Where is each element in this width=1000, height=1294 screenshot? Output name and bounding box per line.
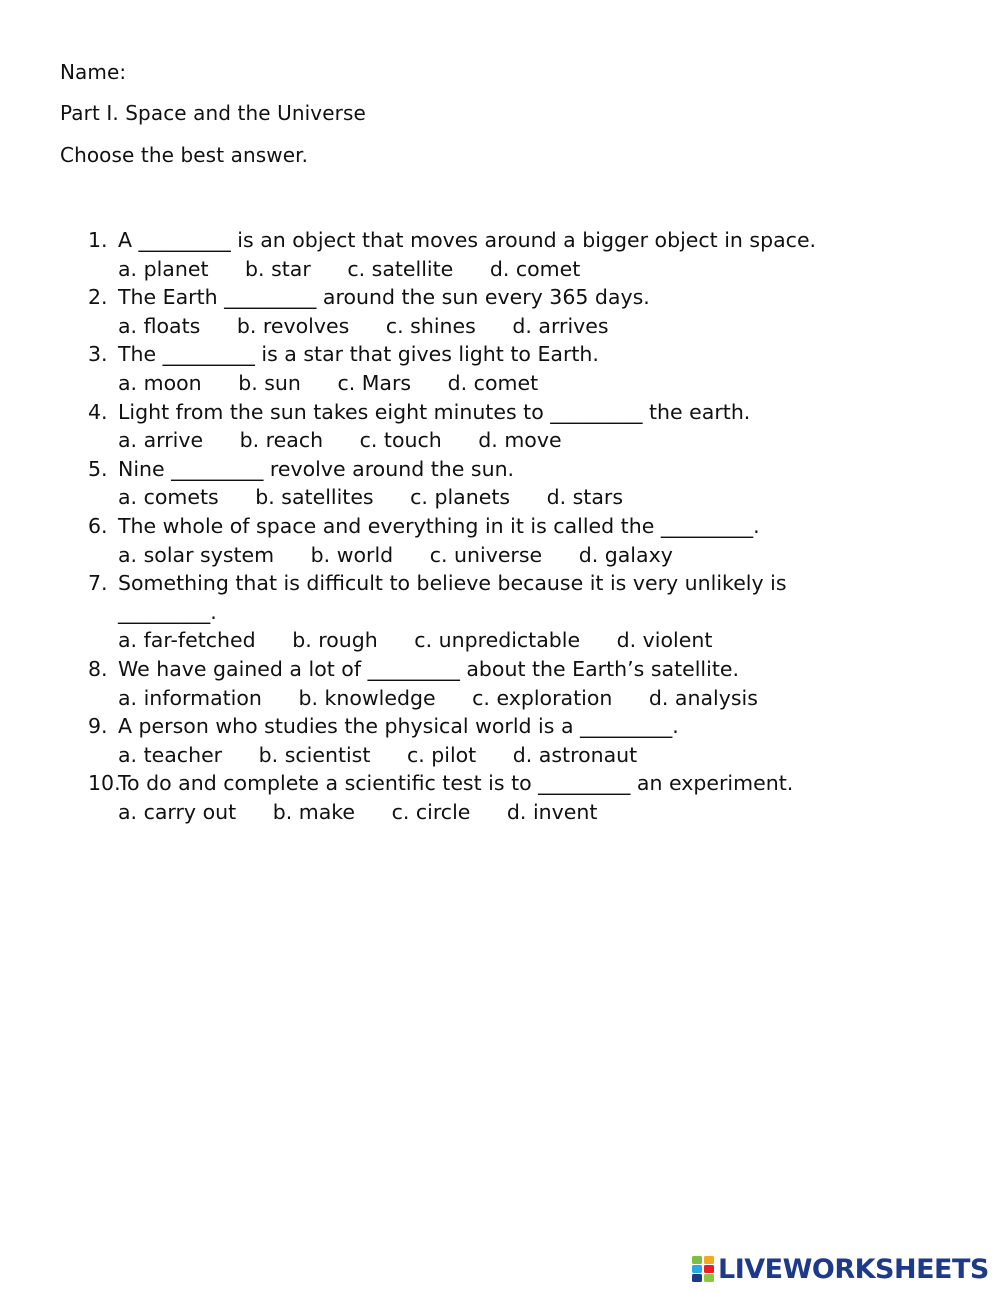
option-b[interactable]: b. sun bbox=[238, 370, 301, 395]
question-8 bbox=[88, 655, 968, 712]
option-a[interactable]: a. information bbox=[118, 685, 262, 710]
option-b[interactable]: b. make bbox=[272, 799, 356, 824]
question-text: A _________ is an object that moves around a bigger object in space. bbox=[118, 228, 817, 252]
option-c[interactable]: c. planets bbox=[410, 485, 511, 510]
logo-text: LIVEWORKSHEETS bbox=[718, 1253, 989, 1285]
question-9 bbox=[88, 712, 968, 769]
option-d[interactable]: d. comet bbox=[489, 256, 581, 281]
option-b[interactable]: b. revolves bbox=[236, 313, 350, 338]
question-text: To do and complete a scientific test is to _________ an experiment. bbox=[118, 771, 794, 796]
option-d[interactable]: d. invent bbox=[506, 799, 598, 824]
answer-options bbox=[88, 426, 968, 455]
option-b[interactable]: b. world bbox=[310, 542, 394, 567]
option-c[interactable]: c. touch bbox=[359, 428, 442, 453]
question-text: A person who studies the physical world is a _________. bbox=[118, 714, 679, 739]
answer-options bbox=[88, 483, 968, 512]
question-text: The whole of space and everything in it is called the _________. bbox=[118, 513, 760, 538]
question-number: 10. bbox=[88, 771, 121, 796]
answer-options bbox=[88, 369, 968, 398]
answer-options bbox=[88, 312, 968, 341]
question-4 bbox=[88, 398, 968, 455]
question-number: 4. bbox=[88, 399, 108, 424]
question-5 bbox=[88, 455, 968, 512]
option-a[interactable]: a. carry out bbox=[118, 799, 237, 824]
option-d[interactable]: d. move bbox=[478, 428, 562, 453]
question-1 bbox=[88, 226, 968, 283]
option-a[interactable]: a. solar system bbox=[118, 542, 275, 567]
question-number: 9. bbox=[88, 714, 108, 739]
question-number: 2. bbox=[88, 285, 108, 310]
part-title: Part I. Space and the Universe bbox=[60, 101, 366, 125]
option-a[interactable]: a. arrive bbox=[118, 428, 204, 453]
option-d[interactable]: d. analysis bbox=[648, 685, 758, 710]
option-c[interactable]: c. exploration bbox=[472, 685, 613, 710]
answer-options bbox=[88, 798, 968, 827]
answer-options bbox=[88, 626, 968, 655]
question-text: The Earth _________ around the sun every 365 days. bbox=[118, 285, 650, 310]
question-number: 1. bbox=[88, 228, 108, 252]
question-text: Light from the sun takes eight minutes to _________ the earth. bbox=[118, 399, 751, 424]
question-number: 5. bbox=[88, 456, 108, 481]
option-a[interactable]: a. far-fetched bbox=[118, 628, 256, 653]
question-text: The _________ is a star that gives light to Earth. bbox=[118, 342, 599, 367]
option-b[interactable]: b. rough bbox=[292, 628, 378, 653]
instructions: Choose the best answer. bbox=[60, 143, 309, 167]
option-d[interactable]: d. stars bbox=[546, 485, 624, 510]
option-b[interactable]: b. knowledge bbox=[298, 685, 436, 710]
option-c[interactable]: c. satellite bbox=[347, 256, 454, 281]
option-a[interactable]: a. planet bbox=[118, 256, 209, 281]
question-text: Nine _________ revolve around the sun. bbox=[118, 456, 515, 481]
option-b[interactable]: b. scientist bbox=[258, 742, 371, 767]
question-number: 6. bbox=[88, 513, 108, 538]
question-text-continuation: _________. bbox=[118, 599, 217, 624]
question-text: We have gained a lot of _________ about the Earth’s satellite. bbox=[118, 656, 739, 681]
option-c[interactable]: c. universe bbox=[429, 542, 543, 567]
option-d[interactable]: d. arrives bbox=[512, 313, 609, 338]
option-d[interactable]: d. galaxy bbox=[578, 542, 673, 567]
option-b[interactable]: b. reach bbox=[239, 428, 324, 453]
question-2 bbox=[88, 283, 968, 340]
question-list bbox=[88, 226, 968, 826]
answer-options bbox=[88, 541, 968, 570]
question-7 bbox=[88, 569, 968, 655]
option-a[interactable]: a. moon bbox=[118, 370, 202, 395]
option-b[interactable]: b. star bbox=[245, 256, 311, 281]
question-10 bbox=[88, 769, 968, 826]
answer-options bbox=[88, 255, 968, 284]
question-text: Something that is difficult to believe because it is very unlikely is bbox=[118, 571, 787, 596]
question-number: 7. bbox=[88, 571, 108, 596]
liveworksheets-logo bbox=[692, 1253, 989, 1285]
answer-options bbox=[88, 684, 968, 713]
option-d[interactable]: d. comet bbox=[447, 370, 539, 395]
question-6 bbox=[88, 512, 968, 569]
option-d[interactable]: d. astronaut bbox=[512, 742, 638, 767]
option-c[interactable]: c. pilot bbox=[406, 742, 477, 767]
option-a[interactable]: a. comets bbox=[118, 485, 219, 510]
option-b[interactable]: b. satellites bbox=[255, 485, 374, 510]
question-number: 8. bbox=[88, 656, 108, 681]
name-label: Name: bbox=[60, 60, 127, 84]
answer-options bbox=[88, 741, 968, 770]
option-d[interactable]: d. violent bbox=[616, 628, 713, 653]
option-c[interactable]: c. unpredictable bbox=[414, 628, 581, 653]
option-a[interactable]: a. floats bbox=[118, 313, 201, 338]
option-c[interactable]: c. circle bbox=[391, 799, 471, 824]
option-c[interactable]: c. shines bbox=[385, 313, 476, 338]
liveworksheets-logo-icon bbox=[692, 1256, 714, 1282]
question-number: 3. bbox=[88, 342, 108, 367]
option-a[interactable]: a. teacher bbox=[118, 742, 223, 767]
question-3 bbox=[88, 340, 968, 397]
option-c[interactable]: c. Mars bbox=[337, 370, 412, 395]
